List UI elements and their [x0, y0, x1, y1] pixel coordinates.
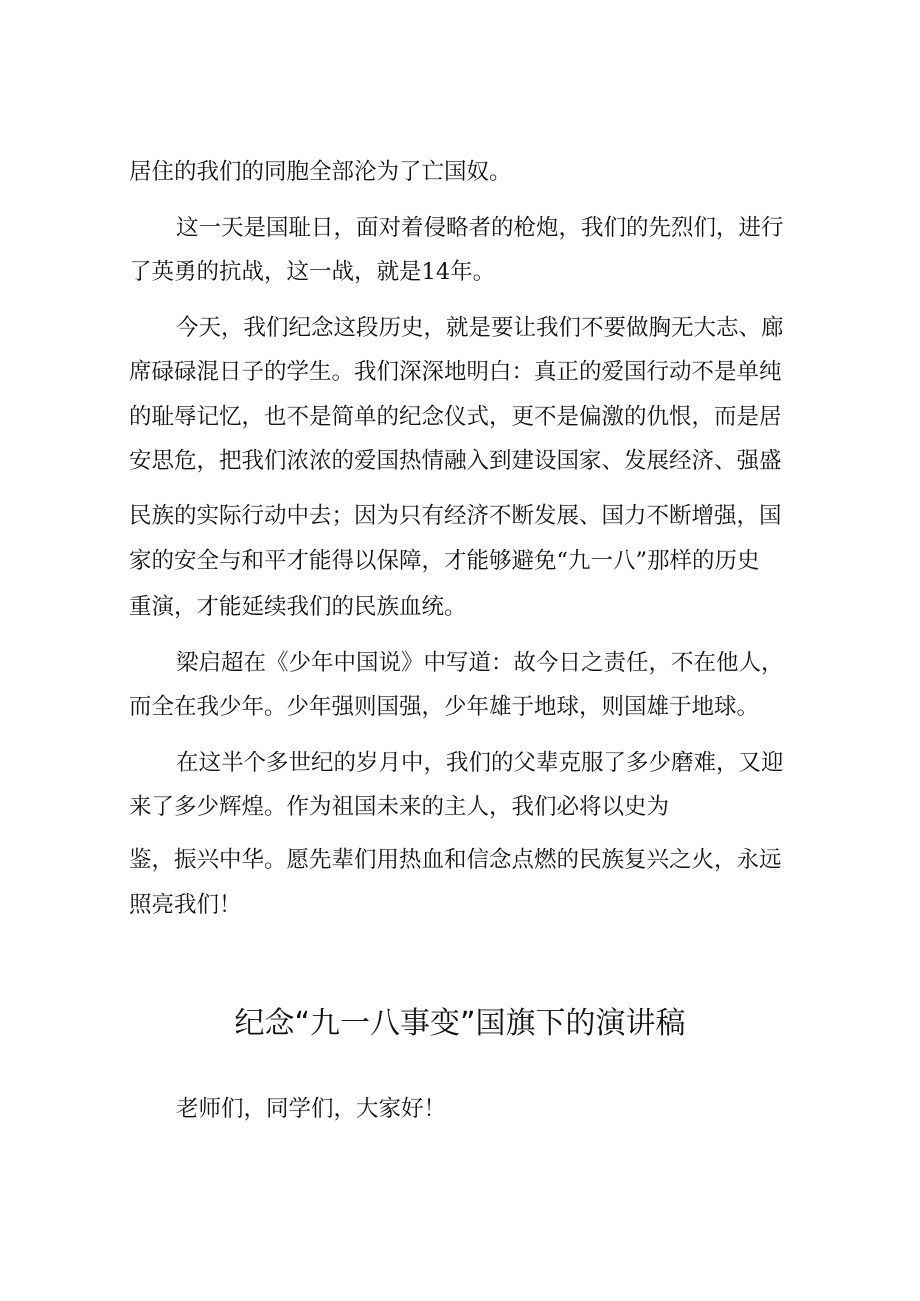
body-line: 照亮我们！: [129, 892, 242, 918]
body-line: 这一天是国耻日，面对着侵略者的枪炮，我们的先烈们，进行: [176, 215, 784, 241]
body-line: 在这半个多世纪的岁月中，我们的父辈克服了多少磨难，又迎: [176, 750, 784, 776]
body-line: 鉴，振兴中华。愿先辈们用热血和信念点燃的民族复兴之火，永远: [129, 847, 782, 873]
body-line: 民族的实际行动中去；因为只有经济不断发展、国力不断增强，国: [129, 503, 782, 529]
body-line: 安思危，把我们浓浓的爱国热情融入到建设国家、发展经济、强盛: [129, 448, 782, 474]
body-line: 居住的我们的同胞全部沦为了亡国奴。: [129, 159, 512, 185]
body-line: 梁启超在《少年中国说》中写道：故今日之责任，不在他人，: [176, 650, 784, 676]
document-title: 纪念“九一八事变”国旗下的演讲稿: [234, 1006, 686, 1041]
greeting-line: 老师们，同学们，大家好！: [176, 1096, 447, 1122]
body-line: 席碌碌混日子的学生。我们深深地明白：真正的爱国行动不是单纯: [129, 359, 782, 385]
body-line: 了英勇的抗战，这一战，就是14年。: [129, 259, 496, 285]
body-line: 重演，才能延续我们的民族血统。: [129, 594, 467, 620]
body-line: 家的安全与和平才能得以保障，才能够避免“九一八”那样的历史: [129, 548, 760, 574]
body-line: 今天，我们纪念这段历史，就是要让我们不要做胸无大志、廊: [176, 315, 784, 341]
body-line: 来了多少辉煌。作为祖国未来的主人，我们必将以史为: [129, 794, 670, 820]
body-line: 的耻辱记忆，也不是简单的纪念仪式，更不是偏激的仇恨，而是居: [129, 404, 782, 430]
body-line: 而全在我少年。少年强则国强，少年雄于地球，则国雄于地球。: [129, 694, 760, 720]
